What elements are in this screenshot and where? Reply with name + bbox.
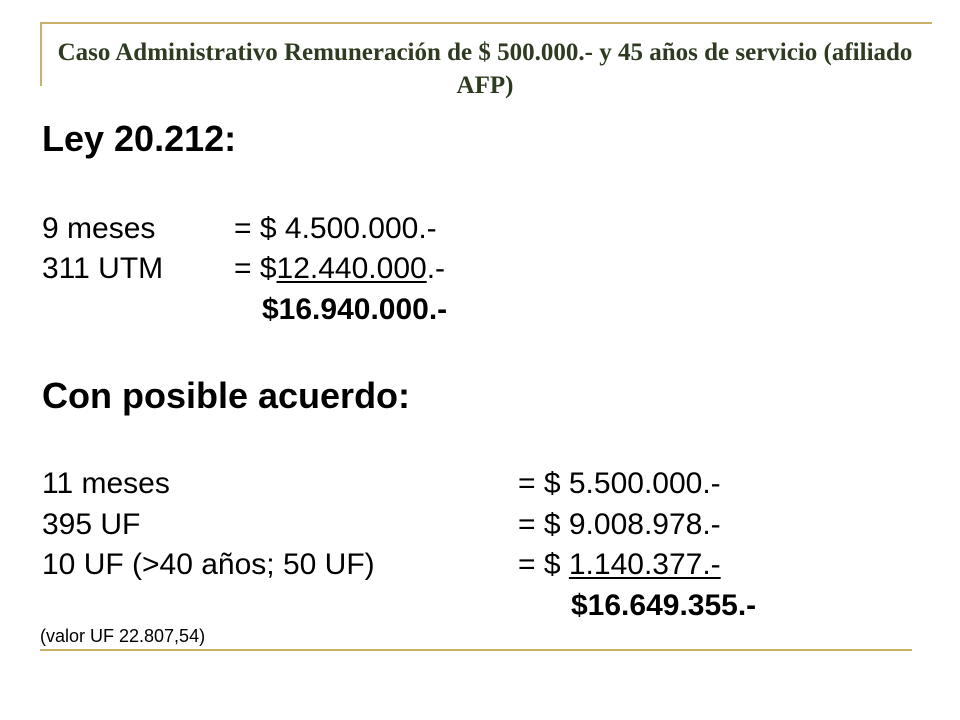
- section-heading-ley: Ley 20.212:: [42, 118, 237, 159]
- row-suffix-311-utm: .-: [426, 252, 446, 285]
- row-label-9-meses: 9 meses: [42, 212, 156, 245]
- section1-total: $16.940.000.-: [262, 293, 448, 326]
- section2-total: $16.649.355.-: [571, 589, 757, 622]
- top-decorative-line: [40, 22, 932, 24]
- row-eq-11-meses: = $: [518, 467, 569, 500]
- row-label-311-utm: 311 UTM: [42, 252, 164, 285]
- row-label-10-uf: 10 UF (>40 años; 50 UF): [42, 548, 375, 581]
- slide-title: Caso Administrativo Remuneración de $ 500.000.- y 45 años de servicio (afiliado AFP): [57, 39, 913, 99]
- row-label-395-uf: 395 UF: [42, 508, 141, 541]
- row-eq-10-uf: = $: [518, 548, 569, 581]
- row-amount-395-uf: 9.008.978.-: [568, 508, 721, 541]
- section-heading-acuerdo: Con posible acuerdo:: [42, 375, 411, 416]
- row-eq-395-uf: = $: [518, 508, 569, 541]
- uf-value-note: (valor UF 22.807,54): [40, 626, 206, 646]
- row-value-9-meses: [234, 212, 437, 246]
- row-eq-311-utm: = $: [234, 252, 277, 285]
- row-eq-9-meses: = $: [234, 212, 277, 245]
- row-value-311-utm: [234, 252, 445, 286]
- row-amount-9-meses: 4.500.000.-: [276, 212, 437, 245]
- row-amount-11-meses: 5.500.000.-: [568, 467, 721, 500]
- row-amount-10-uf: 1.140.377.-: [568, 548, 721, 581]
- row-amount-311-utm: 12.440.000: [276, 252, 427, 285]
- row-label-11-meses: 11 meses: [42, 467, 170, 500]
- row-value-10-uf: [518, 548, 721, 582]
- row-value-11-meses: [518, 467, 721, 501]
- bottom-decorative-line: [40, 649, 912, 651]
- row-value-395-uf: [518, 508, 721, 542]
- left-decorative-line: [40, 22, 42, 86]
